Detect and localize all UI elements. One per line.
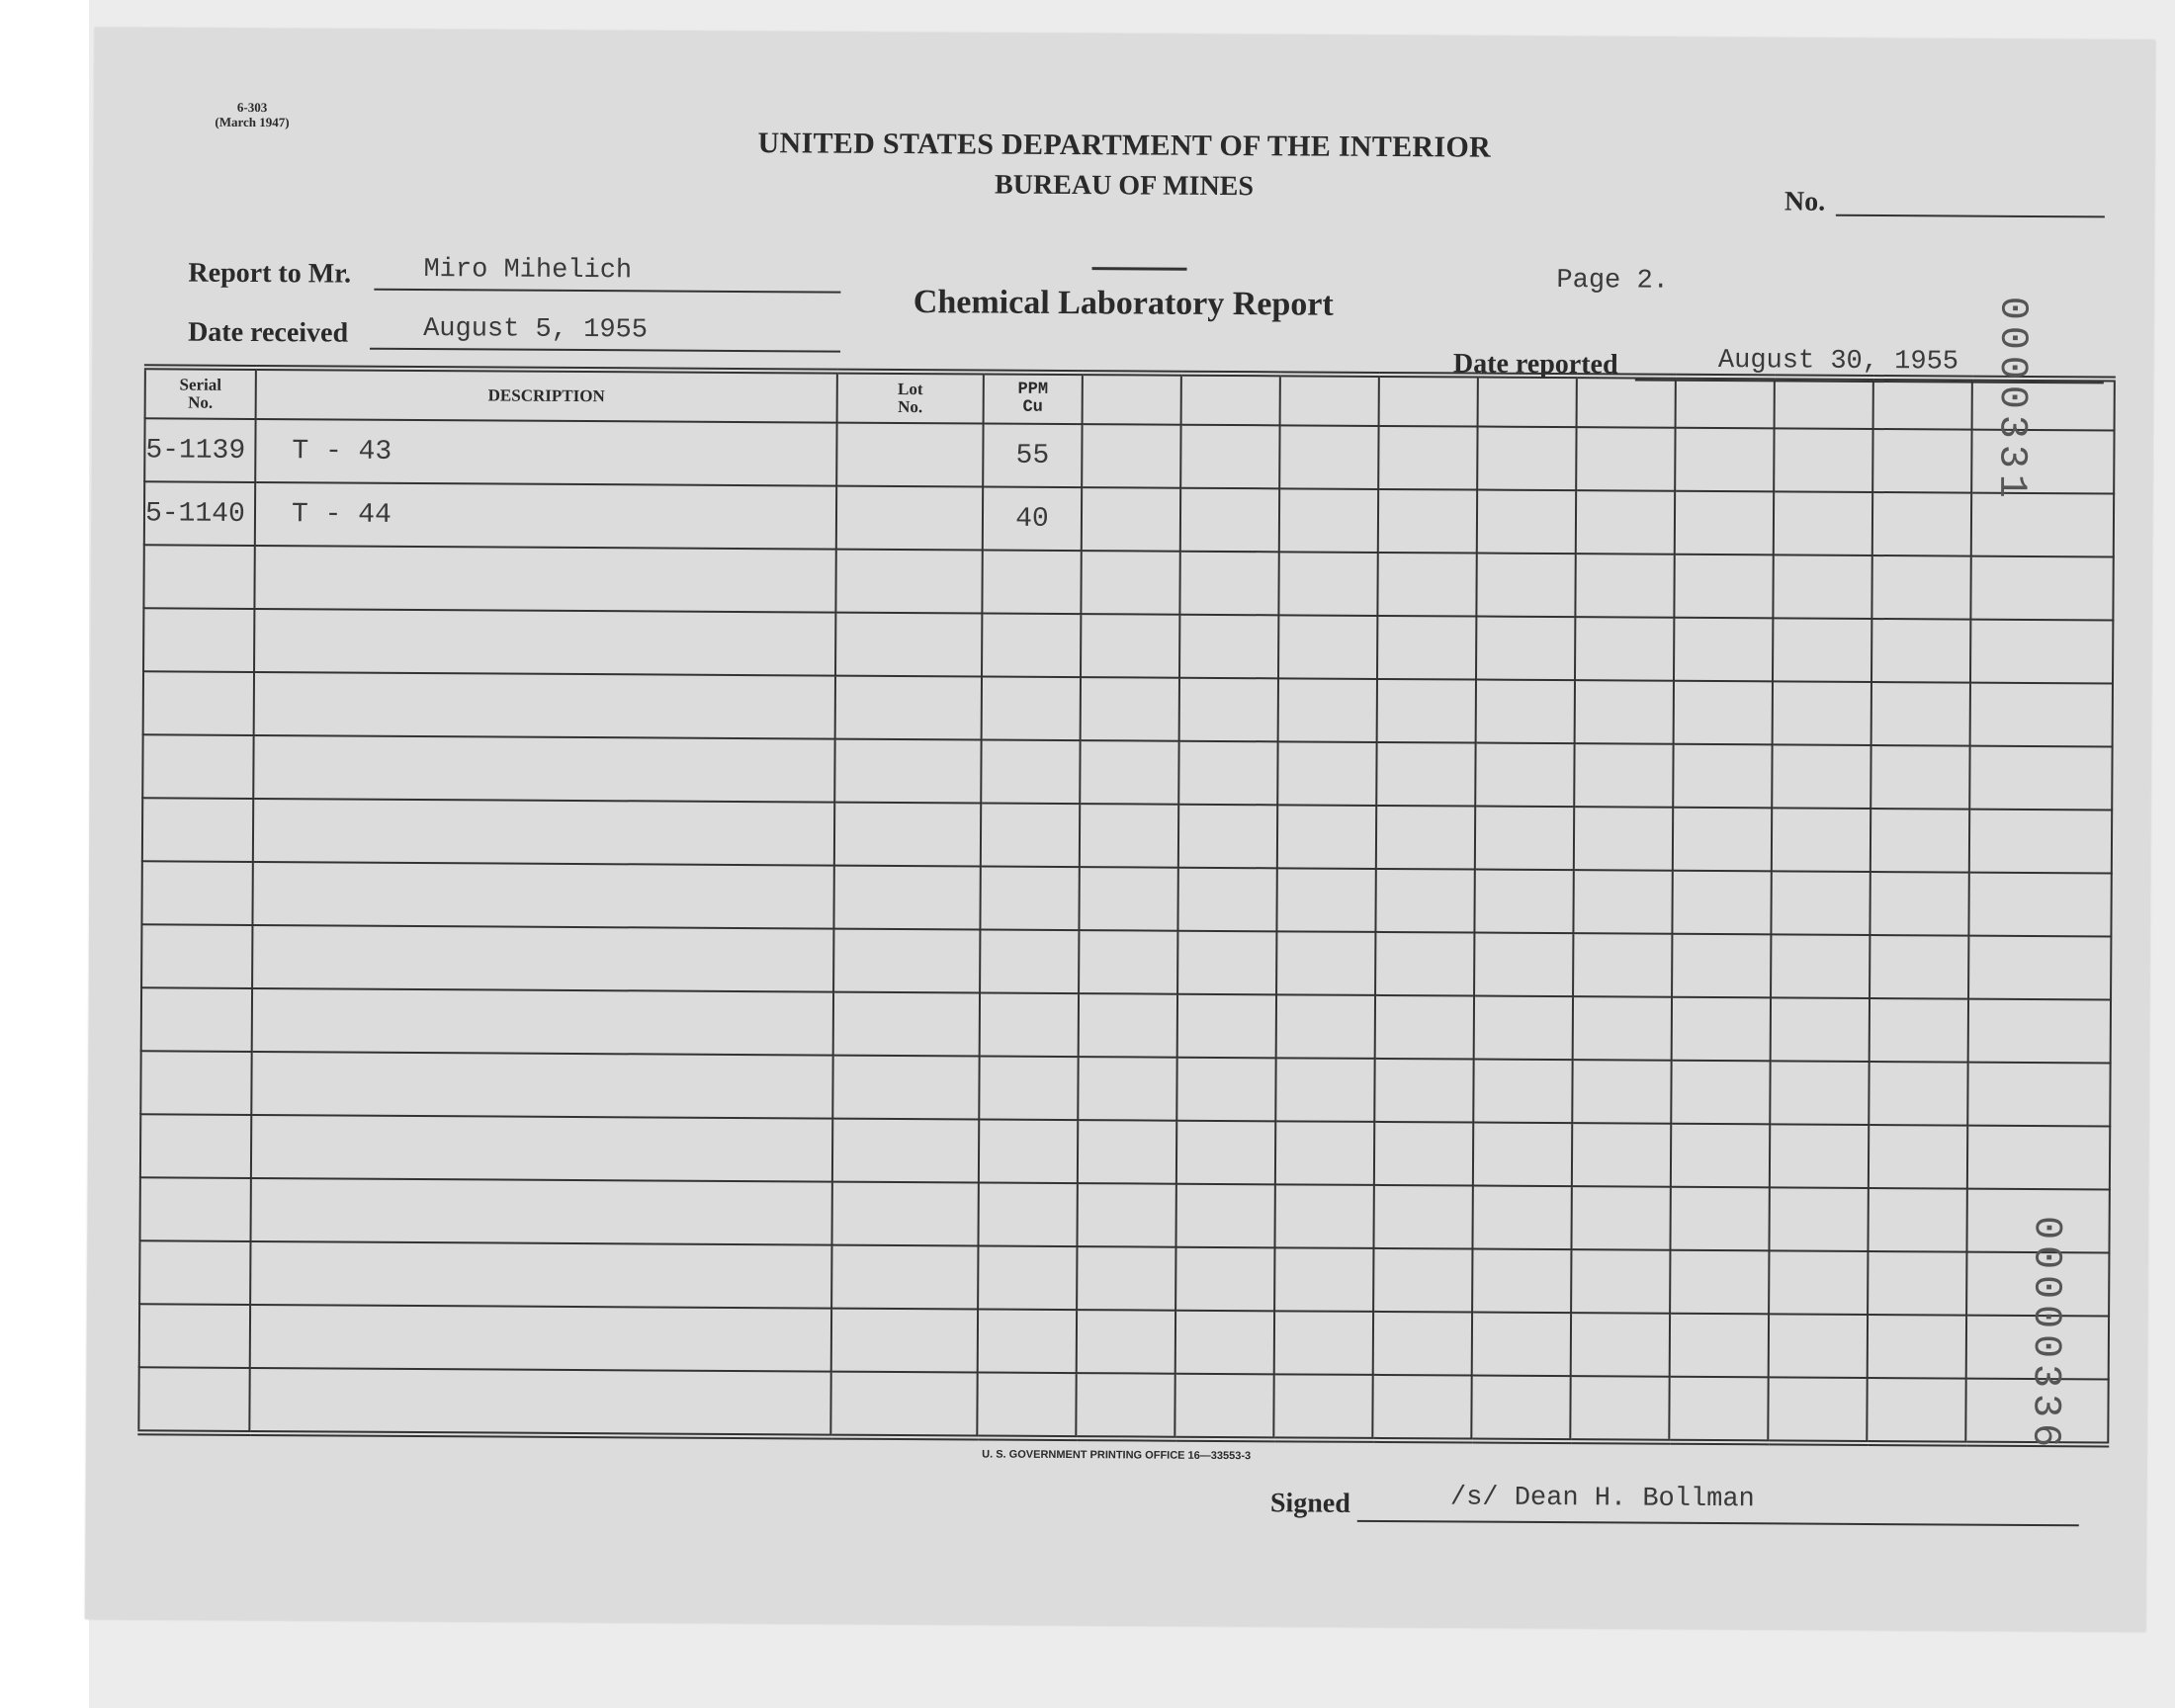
cell-blank bbox=[141, 861, 252, 925]
cell-blank bbox=[835, 613, 982, 677]
cell-blank bbox=[143, 545, 254, 609]
cell-blank bbox=[1175, 1184, 1274, 1248]
cell-blank bbox=[1374, 1122, 1473, 1186]
cell-blank bbox=[1177, 994, 1276, 1059]
cell-blank bbox=[1278, 678, 1377, 742]
bureau-heading: BUREAU OF MINES bbox=[995, 169, 1255, 203]
cell-blank bbox=[138, 1367, 249, 1433]
header-description: DESCRIPTION bbox=[256, 368, 837, 423]
cell-serial: 5-1140 bbox=[144, 481, 255, 546]
cell-blank bbox=[141, 924, 252, 988]
cell-blank bbox=[832, 1056, 979, 1120]
cell-blank bbox=[831, 1245, 978, 1310]
cell-blank bbox=[1078, 1120, 1176, 1184]
cell-blank bbox=[1967, 1126, 2110, 1190]
cell-blank bbox=[254, 672, 835, 739]
cell-blank bbox=[251, 1052, 832, 1119]
header-blank bbox=[1676, 377, 1775, 429]
cell-blank bbox=[1770, 1124, 1869, 1188]
cell-blank bbox=[833, 866, 980, 930]
cell-blank bbox=[1376, 806, 1475, 870]
cell-blank bbox=[1175, 1247, 1274, 1312]
cell-blank bbox=[1176, 1058, 1275, 1122]
cell-blank bbox=[1571, 1186, 1670, 1250]
cell-blank bbox=[1279, 425, 1378, 489]
cell-blank bbox=[142, 734, 253, 799]
table-row-blank bbox=[139, 1240, 2109, 1316]
cell-blank bbox=[1179, 678, 1278, 742]
form-number: 6-303 bbox=[236, 99, 268, 116]
scan-margin bbox=[0, 0, 89, 1708]
form-edition: (March 1947) bbox=[215, 114, 290, 130]
cell-blank bbox=[1475, 743, 1574, 808]
cell-blank bbox=[1472, 1186, 1571, 1250]
report-to-value: Miro Mihelich bbox=[423, 255, 633, 287]
cell-blank bbox=[835, 550, 982, 614]
cell-blank bbox=[831, 1182, 978, 1246]
cell-blank bbox=[1872, 429, 1971, 493]
cell-blank bbox=[1078, 1057, 1176, 1121]
cell-blank bbox=[1575, 680, 1674, 744]
cell-blank bbox=[1970, 556, 2113, 621]
cell-blank bbox=[831, 1309, 978, 1373]
cell-lot bbox=[836, 423, 983, 487]
header-blank bbox=[1181, 374, 1280, 426]
cell-blank bbox=[1179, 615, 1278, 679]
document-stamp-bottom: 00000336 bbox=[2022, 1215, 2068, 1454]
cell-blank bbox=[980, 992, 1079, 1057]
cell-blank bbox=[1769, 1314, 1868, 1378]
cell-blank bbox=[1672, 934, 1771, 998]
cell-blank bbox=[1174, 1374, 1273, 1440]
cell-blank bbox=[1079, 930, 1177, 994]
cell-blank bbox=[1673, 808, 1772, 872]
cell-blank bbox=[1771, 934, 1870, 998]
table-row-blank bbox=[141, 861, 2111, 936]
cell-blank bbox=[1870, 809, 1969, 873]
cell-blank bbox=[1575, 617, 1674, 681]
cell-blank bbox=[1572, 1060, 1671, 1124]
page-number: Page 2. bbox=[1556, 266, 1669, 297]
cell-blank bbox=[979, 1119, 1078, 1183]
cell-blank bbox=[1081, 677, 1179, 741]
header-lot-line1: Lot bbox=[897, 379, 923, 399]
cell-blank bbox=[1773, 681, 1871, 745]
cell-blank bbox=[982, 550, 1081, 614]
cell-blank bbox=[1570, 1376, 1669, 1442]
cell-blank bbox=[1278, 552, 1377, 616]
cell-blank bbox=[1473, 1123, 1572, 1187]
results-table-wrap bbox=[137, 364, 2114, 1443]
cell-blank bbox=[1476, 554, 1575, 618]
header-blank bbox=[1478, 376, 1577, 428]
cell-blank bbox=[1573, 870, 1672, 934]
cell-blank bbox=[1476, 617, 1575, 681]
cell-blank bbox=[833, 929, 980, 993]
cell-blank bbox=[1869, 1125, 1967, 1189]
header-lot-line2: No. bbox=[898, 396, 923, 417]
cell-blank bbox=[1374, 1059, 1473, 1123]
date-received-value: August 5, 1955 bbox=[423, 314, 649, 346]
cell-blank bbox=[1871, 682, 1970, 746]
date-reported-value: August 30, 1955 bbox=[1717, 346, 1959, 378]
department-heading: UNITED STATES DEPARTMENT OF THE INTERIOR bbox=[757, 127, 1492, 164]
cell-blank bbox=[1574, 807, 1673, 871]
cell-blank bbox=[1672, 871, 1771, 935]
cell-blank bbox=[1076, 1373, 1174, 1439]
cell-blank bbox=[1674, 555, 1773, 619]
cell-blank bbox=[1474, 933, 1573, 997]
cell-cu: 55 bbox=[983, 423, 1082, 487]
cell-blank bbox=[1673, 744, 1772, 809]
cell-blank bbox=[978, 1245, 1077, 1310]
header-blank bbox=[1577, 376, 1676, 428]
cell-blank bbox=[1081, 551, 1179, 615]
cell-blank bbox=[1175, 1311, 1274, 1375]
cell-blank bbox=[1378, 489, 1477, 554]
cell-blank bbox=[141, 987, 252, 1052]
table-row bbox=[144, 481, 2114, 556]
table-row-blank bbox=[140, 1051, 2110, 1126]
cell-blank bbox=[1774, 491, 1872, 555]
cell-blank bbox=[980, 866, 1079, 930]
cell-blank bbox=[1670, 1250, 1769, 1315]
table-row-blank bbox=[138, 1367, 2108, 1444]
cell-blank bbox=[1373, 1185, 1472, 1249]
table-row-blank bbox=[140, 1114, 2110, 1189]
cell-blank bbox=[1672, 997, 1771, 1062]
report-number-label: No. bbox=[1784, 186, 1826, 217]
header-serial-line1: Serial bbox=[179, 375, 222, 394]
cell-blank bbox=[140, 1177, 251, 1241]
cell-blank bbox=[1372, 1375, 1471, 1441]
table-row-blank bbox=[142, 798, 2112, 873]
cell-blank bbox=[1477, 427, 1576, 491]
signed-line bbox=[1357, 1520, 2079, 1526]
cell-blank bbox=[1273, 1374, 1372, 1440]
cell-blank bbox=[834, 803, 981, 867]
cell-blank bbox=[1376, 742, 1475, 807]
cell-blank bbox=[1675, 491, 1774, 555]
header-blank bbox=[1775, 377, 1873, 429]
cell-blank bbox=[252, 925, 833, 992]
cell-blank bbox=[835, 676, 982, 740]
cell-blank bbox=[1278, 615, 1377, 679]
cell-blank bbox=[1373, 1312, 1472, 1376]
cell-blank bbox=[1773, 555, 1871, 619]
cell-blank bbox=[1968, 873, 2111, 937]
cell-blank bbox=[253, 735, 834, 803]
cell-blank bbox=[1276, 931, 1375, 995]
printer-imprint: U. S. GOVERNMENT PRINTING OFFICE 16—33553-3 bbox=[982, 1448, 1252, 1463]
header-ppm-cu bbox=[984, 372, 1083, 424]
cell-blank bbox=[1967, 1063, 2110, 1127]
header-blank bbox=[1083, 373, 1181, 425]
cell-blank bbox=[1571, 1313, 1670, 1377]
cell-blank bbox=[1375, 995, 1474, 1060]
cell-blank bbox=[1277, 805, 1376, 869]
cell-blank bbox=[1077, 1183, 1175, 1247]
cell-blank bbox=[1769, 1250, 1868, 1315]
cell-blank bbox=[1870, 935, 1968, 999]
cell-blank bbox=[1670, 1187, 1769, 1251]
cell-serial: 5-1139 bbox=[144, 418, 255, 482]
cell-blank bbox=[1082, 424, 1180, 488]
cell-blank bbox=[981, 739, 1080, 804]
date-reported-label: Date reported bbox=[1452, 348, 1618, 381]
cell-blank bbox=[1178, 805, 1277, 869]
cell-blank bbox=[253, 799, 834, 866]
cell-blank bbox=[1077, 1310, 1175, 1374]
cell-blank bbox=[142, 798, 253, 862]
cell-blank bbox=[1576, 427, 1675, 491]
date-received-line bbox=[370, 348, 840, 353]
cell-blank bbox=[1377, 553, 1476, 617]
cell-blank bbox=[1377, 616, 1476, 680]
report-to-label: Report to Mr. bbox=[188, 257, 352, 290]
cell-blank bbox=[1675, 428, 1774, 492]
cell-blank bbox=[1772, 744, 1870, 809]
cell-blank bbox=[1474, 996, 1573, 1061]
cell-blank bbox=[1674, 618, 1773, 682]
cell-blank bbox=[1671, 1124, 1770, 1188]
cell-blank bbox=[830, 1372, 977, 1438]
lab-report-form bbox=[85, 28, 2155, 1632]
header-serial-line2: No. bbox=[188, 392, 214, 412]
cell-blank bbox=[1871, 555, 1970, 620]
cell-blank bbox=[1080, 740, 1178, 805]
cell-blank bbox=[1969, 810, 2112, 874]
header-serial bbox=[145, 367, 256, 419]
cell-blank bbox=[1077, 1246, 1175, 1311]
cell-cu: 40 bbox=[983, 486, 1082, 551]
cell-blank bbox=[1671, 1061, 1770, 1125]
table-row-blank bbox=[141, 987, 2111, 1063]
table-row-blank bbox=[143, 671, 2113, 746]
cell-blank bbox=[1176, 1121, 1275, 1185]
header-blank bbox=[1280, 374, 1379, 426]
cell-blank bbox=[982, 676, 1081, 740]
table-row-blank bbox=[140, 1177, 2110, 1252]
table-row-blank bbox=[142, 734, 2112, 810]
table-row-blank bbox=[143, 608, 2113, 683]
cell-blank bbox=[1377, 679, 1476, 743]
cell-blank bbox=[1870, 872, 1968, 936]
cell-blank bbox=[1969, 746, 2112, 811]
cell-blank bbox=[1774, 428, 1872, 492]
cell-blank bbox=[977, 1372, 1076, 1438]
cell-blank bbox=[1472, 1249, 1571, 1314]
cell-blank bbox=[1476, 680, 1575, 744]
cell-blank bbox=[1177, 868, 1276, 932]
cell-blank bbox=[1669, 1377, 1768, 1443]
header-ppm-line2: Cu bbox=[1022, 397, 1043, 417]
cell-blank bbox=[1082, 487, 1180, 552]
cell-blank bbox=[1276, 994, 1375, 1059]
cell-blank bbox=[1472, 1313, 1571, 1377]
cell-blank bbox=[1571, 1249, 1670, 1314]
cell-blank bbox=[249, 1368, 830, 1437]
cell-blank bbox=[1970, 620, 2113, 684]
cell-blank bbox=[140, 1114, 251, 1178]
cell-blank bbox=[834, 739, 981, 804]
cell-blank bbox=[1274, 1184, 1373, 1248]
results-table bbox=[137, 364, 2116, 1447]
cell-blank bbox=[1081, 614, 1179, 678]
cell-blank bbox=[1769, 1187, 1868, 1251]
cell-blank bbox=[1575, 554, 1674, 618]
cell-blank bbox=[1179, 552, 1278, 616]
cell-blank bbox=[1772, 808, 1870, 872]
cell-blank bbox=[1872, 492, 1971, 556]
table-row-blank bbox=[143, 545, 2113, 620]
cell-blank bbox=[1177, 931, 1276, 995]
cell-blank bbox=[1868, 1251, 1966, 1316]
cell-blank bbox=[1378, 426, 1477, 490]
header-blank bbox=[1873, 378, 1972, 430]
cell-blank bbox=[1180, 425, 1279, 489]
cell-blank bbox=[250, 1241, 831, 1309]
cell-blank bbox=[1870, 998, 1968, 1063]
cell-blank bbox=[252, 862, 833, 929]
cell-blank bbox=[1670, 1314, 1769, 1378]
cell-blank bbox=[1475, 807, 1574, 871]
cell-blank bbox=[140, 1051, 251, 1115]
cell-blank bbox=[981, 803, 1080, 867]
cell-blank bbox=[1771, 871, 1870, 935]
cell-blank bbox=[251, 1178, 832, 1245]
cell-blank bbox=[1274, 1247, 1373, 1312]
cell-description: T - 43 bbox=[255, 419, 836, 486]
table-row bbox=[144, 418, 2114, 493]
cell-blank bbox=[1080, 804, 1178, 868]
cell-blank bbox=[1573, 933, 1672, 997]
cell-blank bbox=[1180, 488, 1279, 553]
cell-blank bbox=[1375, 932, 1474, 996]
table-row-blank bbox=[139, 1304, 2109, 1379]
cell-blank bbox=[1674, 681, 1773, 745]
cell-blank bbox=[1178, 741, 1277, 806]
cell-blank bbox=[1773, 618, 1871, 682]
cell-blank bbox=[1871, 619, 1970, 683]
cell-blank bbox=[1770, 1061, 1869, 1125]
cell-blank bbox=[1079, 993, 1177, 1058]
cell-blank bbox=[139, 1240, 250, 1305]
cell-blank bbox=[254, 546, 835, 613]
cell-blank bbox=[1279, 488, 1378, 553]
cell-blank bbox=[1867, 1378, 1965, 1444]
cell-blank bbox=[1968, 999, 2111, 1064]
cell-blank bbox=[1968, 936, 2111, 1000]
cell-blank bbox=[1375, 869, 1474, 933]
header-lot bbox=[837, 372, 984, 424]
cell-blank bbox=[1870, 745, 1969, 810]
cell-blank bbox=[251, 1115, 832, 1182]
cell-blank bbox=[1970, 683, 2113, 747]
header-ppm-line1: PPM bbox=[1017, 380, 1049, 399]
cell-blank bbox=[1768, 1377, 1867, 1443]
cell-blank bbox=[1275, 1058, 1374, 1122]
cell-blank bbox=[1373, 1248, 1472, 1313]
cell-blank bbox=[982, 613, 1081, 677]
cell-blank bbox=[139, 1304, 250, 1368]
cell-blank bbox=[1868, 1315, 1966, 1379]
cell-blank bbox=[980, 929, 1079, 993]
cell-blank bbox=[832, 1119, 979, 1183]
title-rule bbox=[1092, 267, 1187, 271]
cell-blank bbox=[252, 988, 833, 1056]
header-blank bbox=[1379, 375, 1478, 427]
results-body bbox=[138, 418, 2114, 1444]
cell-blank bbox=[250, 1305, 831, 1372]
cell-blank bbox=[1473, 1060, 1572, 1124]
signed-label: Signed bbox=[1269, 1488, 1350, 1519]
cell-blank bbox=[1572, 1123, 1671, 1187]
cell-blank bbox=[1868, 1188, 1966, 1252]
page-title: Chemical Laboratory Report bbox=[913, 284, 1334, 323]
cell-blank bbox=[979, 1056, 1078, 1120]
cell-blank bbox=[254, 609, 835, 676]
cell-blank bbox=[833, 992, 980, 1057]
cell-blank bbox=[1574, 743, 1673, 808]
cell-blank bbox=[1576, 490, 1675, 555]
report-number-field bbox=[1836, 214, 2105, 218]
cell-blank bbox=[1079, 867, 1177, 931]
cell-description: T - 44 bbox=[255, 482, 836, 550]
cell-blank bbox=[1573, 996, 1672, 1061]
cell-blank bbox=[1276, 868, 1375, 932]
cell-blank bbox=[143, 608, 254, 672]
cell-blank bbox=[1869, 1062, 1967, 1126]
cell-blank bbox=[1471, 1376, 1570, 1442]
cell-blank bbox=[978, 1309, 1077, 1373]
document-stamp-top: 0000331 bbox=[1988, 296, 2035, 505]
cell-blank bbox=[1275, 1121, 1374, 1185]
date-received-label: Date received bbox=[188, 316, 349, 349]
cell-blank bbox=[1477, 490, 1576, 555]
cell-blank bbox=[1274, 1311, 1373, 1375]
cell-blank bbox=[143, 671, 254, 735]
cell-lot bbox=[836, 486, 983, 551]
cell-blank bbox=[1771, 997, 1870, 1062]
cell-blank bbox=[1474, 870, 1573, 934]
table-row-blank bbox=[141, 924, 2111, 999]
cell-blank bbox=[1277, 741, 1376, 806]
cell-blank bbox=[978, 1182, 1077, 1246]
signature-value: /s/ Dean H. Bollman bbox=[1449, 1483, 1755, 1515]
